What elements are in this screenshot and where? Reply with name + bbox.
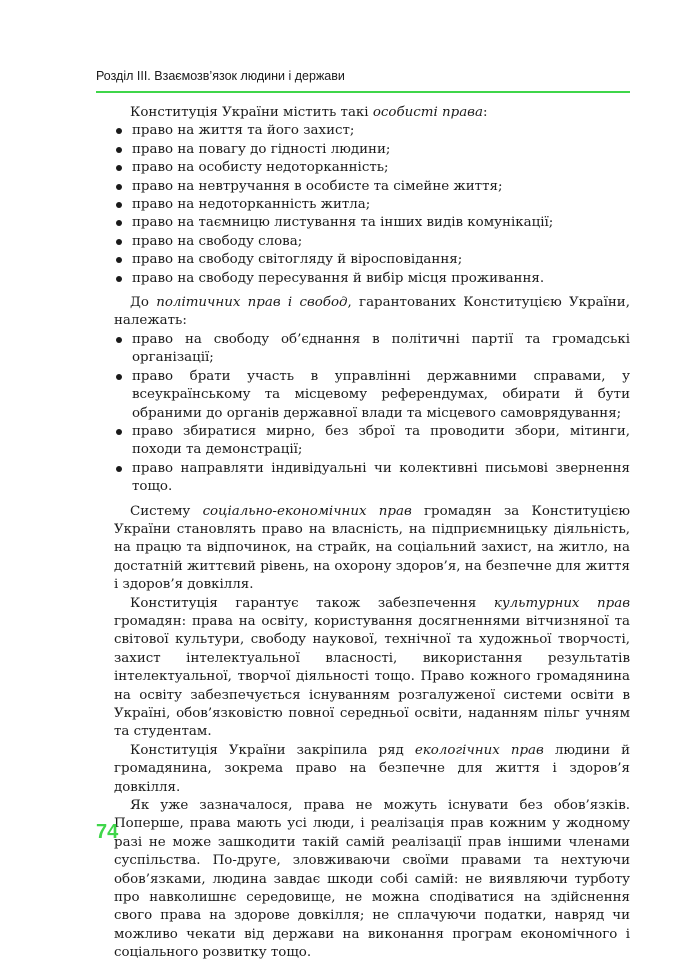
header-rule xyxy=(96,91,630,93)
page-number: 74 xyxy=(96,821,119,843)
list-item: право на таємницю листування та інших видів комунікації; xyxy=(114,214,630,232)
socio-economic-term: соціально-економічних прав xyxy=(202,503,412,519)
list-item: право на особисту недоторканність; xyxy=(114,159,630,177)
bullet-icon xyxy=(116,147,122,153)
list-item: право на невтручання в особисте та сімейне життя; xyxy=(114,178,630,196)
duties-paragraph: Як уже зазначалося, права не можуть існувати без обов’язків. Поперше, права мають усі люди, і реалізація прав кожним у жодному разі не може зашкодити такій самій реалізації прав іншими членами суспільства. По-друге, зловживаючи своїми правами та нехтуючи обов’язками, людина завдає шкоди собі самій: не виявляючи турботу про навколишнє середовище, не можна сподіватися на здійснення свого права на здорове довкілля; не сплачуючи податки, навряд чи можливо чекати від держави на виконання програм економічного і соціального розвитку тощо. xyxy=(114,798,630,961)
bullet-icon xyxy=(116,239,122,245)
bullet-icon xyxy=(116,202,122,208)
bullet-icon xyxy=(116,374,122,380)
list-item: право на повагу до гідності людини; xyxy=(114,141,630,159)
bullet-icon xyxy=(116,128,122,134)
bullet-icon xyxy=(116,220,122,226)
socio-economic-paragraph: Систему соціально-економічних прав громадян за Конституцією України становлять право на власність, на підприємницьку діяльність, на працю та відпочинок, на страйк, на соціальний захист, на житло, на достатній життєвий рівень, на охорону здоров’я, на безпечне для життя і здоров’я довкілля. xyxy=(114,503,631,593)
running-header: Розділ III. Взаємозв’язок людини і держави xyxy=(96,69,345,83)
bullet-icon xyxy=(116,257,122,263)
cultural-paragraph: Конституція гарантує також забезпечення культурних прав громадян: права на освіту, користування досягненнями вітчизняної та світової культури, свободу наукової, технічної та художньої творчості, захист інтелектуальної власності, використання результатів інтелектуальної, творчої діяльності тощо. Право кожного громадянина на освіту забезпечується існуванням розгалуженої системи освіти в Україні, обов’язковістю повної середньої освіти, наданням пільг учням та студентам. xyxy=(114,595,630,740)
list-item: право на свободу пересування й вибір місця проживання. xyxy=(114,270,630,288)
bullet-icon xyxy=(116,429,122,435)
list-item: право на свободу слова; xyxy=(114,233,630,251)
political-rights-intro: До політичних прав і свобод, гарантованих Конституцією України, належать: xyxy=(114,295,630,329)
political-rights-term: політичних прав і свобод xyxy=(156,295,348,311)
personal-rights-list xyxy=(114,122,630,288)
bullet-icon xyxy=(116,165,122,171)
list-item: право брати участь в управлінні державними справами, у всеукраїнському та місцевому референдумах, обирати й бути обраними до органів державної влади та місцевого самоврядування; xyxy=(114,368,630,423)
list-item: право направляти індивідуальні чи колективні письмові звернення тощо. xyxy=(114,460,630,497)
ecological-paragraph: Конституція України закріпила ряд екологічних прав людини й громадянина, зокрема право на безпечне для життя і здоров’я довкілля. xyxy=(114,742,630,795)
cultural-term: культурних прав xyxy=(493,595,630,611)
list-item: право на свободу світогляду й віросповідання; xyxy=(114,251,630,269)
ecological-term: екологічних прав xyxy=(414,742,544,758)
political-rights-list xyxy=(114,331,630,497)
list-item: право на свободу об’єднання в політичні партії та громадські організації; xyxy=(114,331,630,368)
list-item: право на недоторканність житла; xyxy=(114,196,630,214)
list-item: право на життя та його захист; xyxy=(114,122,630,140)
bullet-icon xyxy=(116,276,122,282)
bullet-icon xyxy=(116,184,122,190)
personal-rights-term: особисті права xyxy=(372,105,483,120)
personal-rights-intro: Конституція України містить такі особисті права: xyxy=(130,105,488,120)
bullet-icon xyxy=(116,466,122,472)
page-body xyxy=(114,104,630,963)
list-item: право збиратися мирно, без зброї та проводити збори, мітинги, походи та демонстрації; xyxy=(114,423,630,460)
bullet-icon xyxy=(116,337,122,343)
